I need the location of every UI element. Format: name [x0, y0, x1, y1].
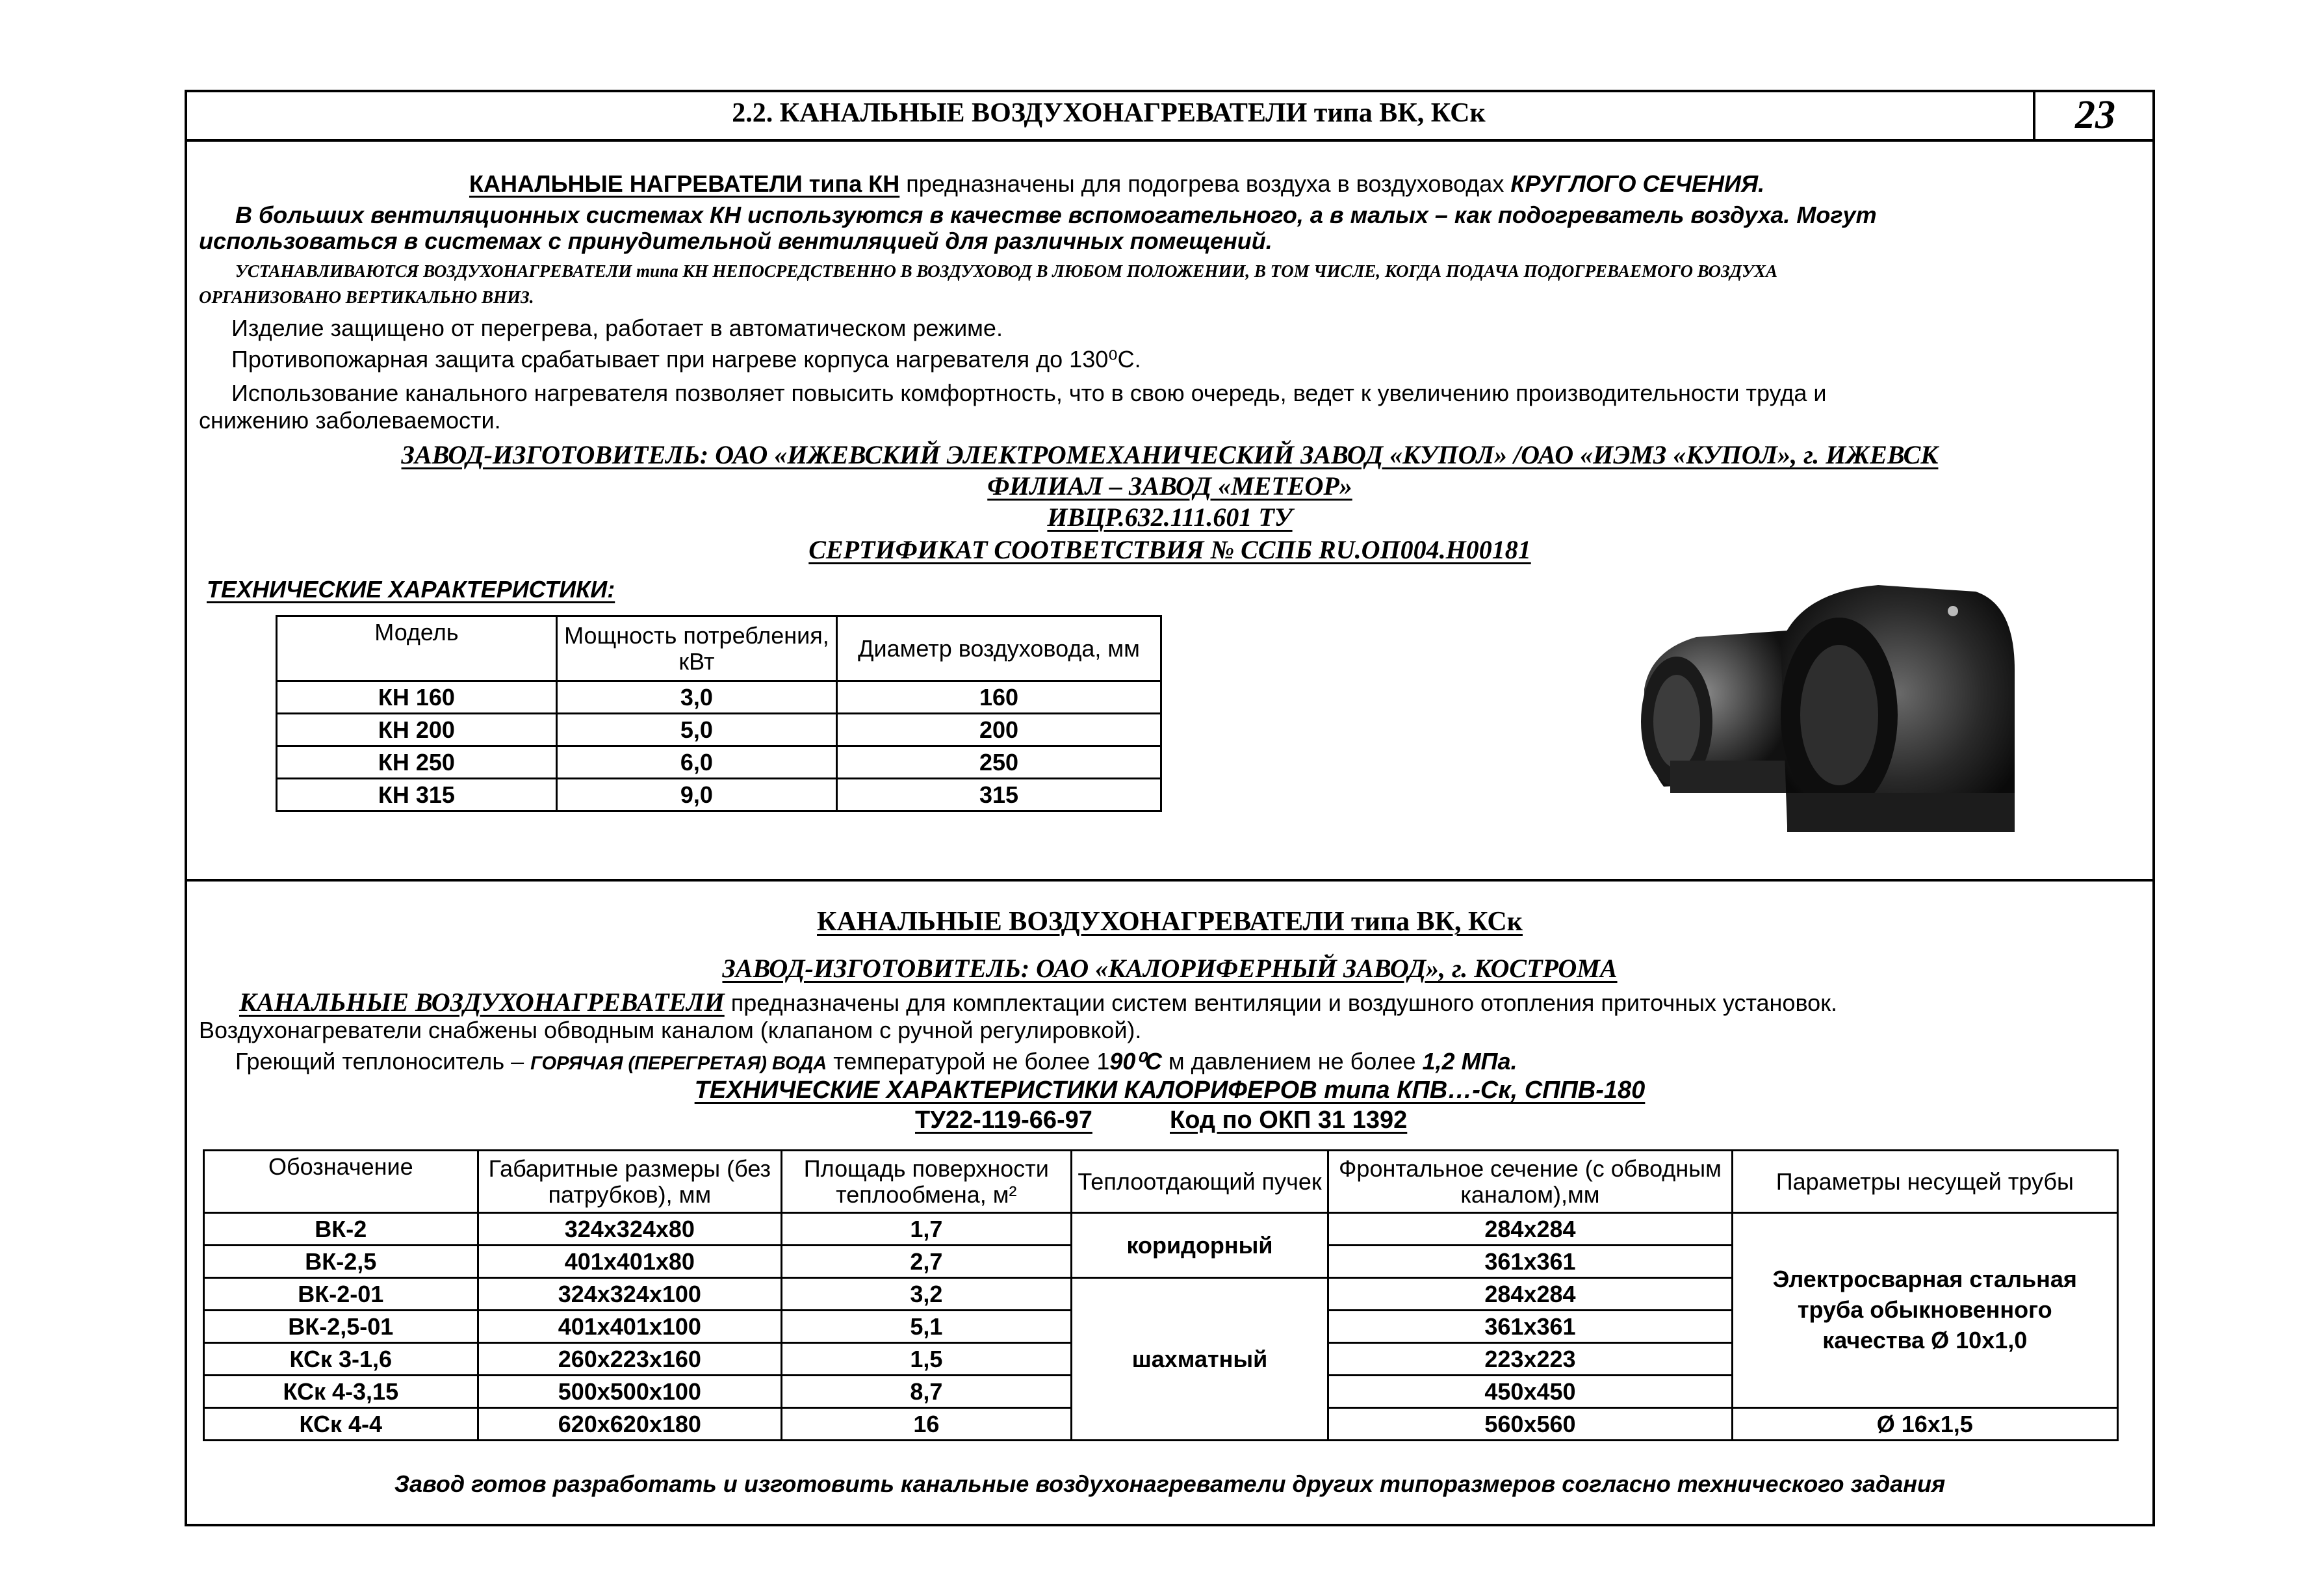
kn-manufacturer: ЗАВОД-ИЗГОТОВИТЕЛЬ: ОАО «ИЖЕВСКИЙ ЭЛЕКТРОМЕХАНИЧЕСКИЙ ЗАВОД «КУПОЛ» /ОАО «ИЭМЗ «КУПОЛ», г. ИЖЕВСК — [401, 440, 1939, 469]
vk-cell-dimensions: 500x500x100 — [478, 1376, 781, 1408]
vk-cell-section: 284x284 — [1328, 1278, 1732, 1311]
vk-cell-dimensions: 324x324x80 — [478, 1213, 781, 1246]
kn-tu: ИВЦР.632.111.601 ТУ — [1047, 503, 1293, 532]
vk-medium-a: Греющий теплоноситель – — [235, 1048, 531, 1075]
kn-cell-power: 5,0 — [556, 714, 836, 746]
vk-cell-pipe-last: Ø 16x1,5 — [1732, 1408, 2117, 1441]
table-row — [204, 1213, 2118, 1246]
vk-title: КАНАЛЬНЫЕ ВОЗДУХОНАГРЕВАТЕЛИ типа ВК, КСк — [817, 907, 1523, 937]
vk-medium-d: 90⁰С — [1109, 1048, 1162, 1075]
kn-comfort-line1: Использование канального нагревателя позволяет повысить комфортность, что в свою очередь, ведет к увеличению производительности труда и — [231, 380, 1827, 406]
vk-col-area: Площадь поверхности теплообмена, м² — [782, 1151, 1072, 1213]
vk-cell-section: 223x223 — [1328, 1343, 1732, 1376]
kn-cell-model: КН 250 — [277, 746, 557, 779]
vk-cell-section: 284x284 — [1328, 1213, 1732, 1246]
vk-cell-area: 8,7 — [782, 1376, 1072, 1408]
kn-col-diameter: Диаметр воздуховода, мм — [837, 616, 1161, 681]
kn-intro-tail: КРУГЛОГО СЕЧЕНИЯ. — [1510, 170, 1765, 197]
vk-cell-designation: КСк 4-3,15 — [204, 1376, 478, 1408]
table-row — [277, 714, 1161, 746]
vk-cell-designation: КСк 4-4 — [204, 1408, 478, 1441]
vk-col-section: Фронтальное сечение (с обводным каналом),мм — [1328, 1151, 1732, 1213]
kn-intro-lead: КАНАЛЬНЫЕ НАГРЕВАТЕЛИ типа КН — [469, 170, 900, 197]
kn-cell-model: КН 200 — [277, 714, 557, 746]
vk-okp: Код по ОКП 31 1392 — [1170, 1106, 1408, 1134]
vk-cell-dimensions: 324x324x100 — [478, 1278, 781, 1311]
kn-cell-diameter: 160 — [837, 681, 1161, 714]
vk-col-designation: Обозначение — [204, 1151, 478, 1213]
vk-cell-section: 361x361 — [1328, 1246, 1732, 1278]
header-divider — [185, 139, 2155, 142]
kn-cell-power: 3,0 — [556, 681, 836, 714]
vk-col-bundle: Теплоотдающий пучек — [1071, 1151, 1328, 1213]
vk-cell-area: 2,7 — [782, 1246, 1072, 1278]
vk-footer-note: Завод готов разработать и изготовить канальные воздухонагреватели других типоразмеров согласно технического задания — [394, 1470, 1946, 1497]
kn-branch: ФИЛИАЛ – ЗАВОД «МЕТЕОР» — [987, 471, 1352, 501]
vk-cell-designation: ВК-2-01 — [204, 1278, 478, 1311]
vk-intro-lead: КАНАЛЬНЫЕ ВОЗДУХОНАГРЕВАТЕЛИ — [239, 987, 725, 1017]
kn-cell-diameter: 250 — [837, 746, 1161, 779]
page-title: 2.2. КАНАЛЬНЫЕ ВОЗДУХОНАГРЕВАТЕЛИ типа ВК, КСк — [732, 98, 1486, 128]
vk-specs-table — [203, 1149, 2119, 1441]
vk-medium-e: м давлением не более — [1161, 1048, 1423, 1075]
kn-usage-line2: использоваться в системах с принудительной вентиляцией для различных помещений. — [199, 228, 1272, 254]
vk-manufacturer: ЗАВОД-ИЗГОТОВИТЕЛЬ: ОАО «КАЛОРИФЕРНЫЙ ЗАВОД», г. КОСТРОМА — [722, 954, 1618, 983]
vk-tu: ТУ22-119-66-97 — [915, 1106, 1092, 1134]
kn-cell-diameter: 200 — [837, 714, 1161, 746]
kn-cell-power: 6,0 — [556, 746, 836, 779]
vk-cell-designation: КСк 3-1,6 — [204, 1343, 478, 1376]
kn-fire: Противопожарная защита срабатывает при нагреве корпуса нагревателя до 130⁰С. — [231, 346, 1141, 372]
vk-cell-area: 3,2 — [782, 1278, 1072, 1311]
vk-medium-c: температурой не более 1 — [827, 1048, 1110, 1075]
vk-cell-section: 361x361 — [1328, 1311, 1732, 1343]
vk-bypass: Воздухонагреватели снабжены обводным каналом (клапаном с ручной регулировкой). — [199, 1017, 1142, 1043]
vk-medium-b: ГОРЯЧАЯ (ПЕРЕГРЕТАЯ) ВОДА — [530, 1053, 827, 1074]
kn-cell-power: 9,0 — [556, 779, 836, 811]
vk-cell-area: 16 — [782, 1408, 1072, 1441]
kn-intro — [469, 170, 1764, 198]
vk-cell-bundle-staggered: шахматный — [1071, 1278, 1328, 1441]
kn-col-power: Мощность потребления, кВт — [556, 616, 836, 681]
vk-cell-dimensions: 401x401x80 — [478, 1246, 781, 1278]
heater-small-unit — [1641, 631, 1794, 793]
kn-install-line1: УСТАНАВЛИВАЮТСЯ ВОЗДУХОНАГРЕВАТЕЛИ типа КН НЕПОСРЕДСТВЕННО В ВОЗДУХОВОД В ЛЮБОМ ПОЛОЖЕНИИ, В ТОМ ЧИСЛЕ, КОГДА ПОДАЧА ПОДОГРЕВАЕМОГО ВОЗДУХА — [235, 261, 1777, 281]
vk-cell-bundle-corridor: коридорный — [1071, 1213, 1328, 1278]
vk-cell-area: 1,7 — [782, 1213, 1072, 1246]
vk-cell-designation: ВК-2 — [204, 1213, 478, 1246]
vk-cell-designation: ВК-2,5 — [204, 1246, 478, 1278]
vk-cell-dimensions: 260x223x160 — [478, 1343, 781, 1376]
kn-cell-model: КН 160 — [277, 681, 557, 714]
vk-cell-section: 450x450 — [1328, 1376, 1732, 1408]
vk-medium — [235, 1048, 1517, 1075]
vk-medium-f: 1,2 МПа. — [1422, 1048, 1517, 1075]
vk-col-pipe: Параметры несущей трубы — [1732, 1151, 2117, 1213]
vk-intro-rest: предназначены для комплектации систем вентиляции и воздушного отопления приточных установок. — [724, 989, 1837, 1016]
kn-cell-diameter: 315 — [837, 779, 1161, 811]
kn-protect: Изделие защищено от перегрева, работает в автоматическом режиме. — [231, 315, 1003, 341]
kn-comfort-line2: снижению заболеваемости. — [199, 407, 501, 434]
vk-cell-pipe-main: Электросварная стальная труба обыкновенного качества Ø 10x1,0 — [1732, 1213, 2117, 1408]
table-row — [277, 746, 1161, 779]
vk-cell-area: 1,5 — [782, 1343, 1072, 1376]
section-divider — [185, 879, 2155, 882]
kn-cell-model: КН 315 — [277, 779, 557, 811]
heater-photo — [1625, 566, 2041, 839]
kn-intro-rest: предназначены для подогрева воздуха в воздуховодах — [899, 170, 1511, 197]
vk-cell-dimensions: 401x401x100 — [478, 1311, 781, 1343]
vk-intro — [239, 987, 1837, 1017]
heater-large-unit — [1781, 585, 2015, 832]
kn-specs-title: ТЕХНИЧЕСКИЕ ХАРАКТЕРИСТИКИ: — [207, 576, 615, 603]
table-row — [277, 779, 1161, 811]
kn-specs-table — [276, 615, 1162, 812]
vk-cell-designation: ВК-2,5-01 — [204, 1311, 478, 1343]
table-row — [277, 681, 1161, 714]
vk-cell-area: 5,1 — [782, 1311, 1072, 1343]
vk-col-dimensions: Габаритные размеры (без патрубков), мм — [478, 1151, 781, 1213]
kn-install-line2: ОРГАНИЗОВАНО ВЕРТИКАЛЬНО ВНИЗ. — [199, 287, 534, 307]
kn-certificate: СЕРТИФИКАТ СООТВЕТСТВИЯ № ССПБ RU.ОП004.Н00181 — [808, 535, 1531, 564]
vk-cell-dimensions: 620x620x180 — [478, 1408, 781, 1441]
vk-specs-title: ТЕХНИЧЕСКИЕ ХАРАКТЕРИСТИКИ КАЛОРИФЕРОВ типа КПВ…-Ск, СППВ-180 — [694, 1077, 1646, 1104]
kn-usage-line1: В больших вентиляционных системах КН используются в качестве вспомогательного, а в малых – как подогреватель воздуха. Могут — [235, 202, 1877, 228]
vk-cell-section: 560x560 — [1328, 1408, 1732, 1441]
page-number: 23 — [2075, 93, 2115, 137]
kn-col-model: Модель — [277, 616, 557, 681]
